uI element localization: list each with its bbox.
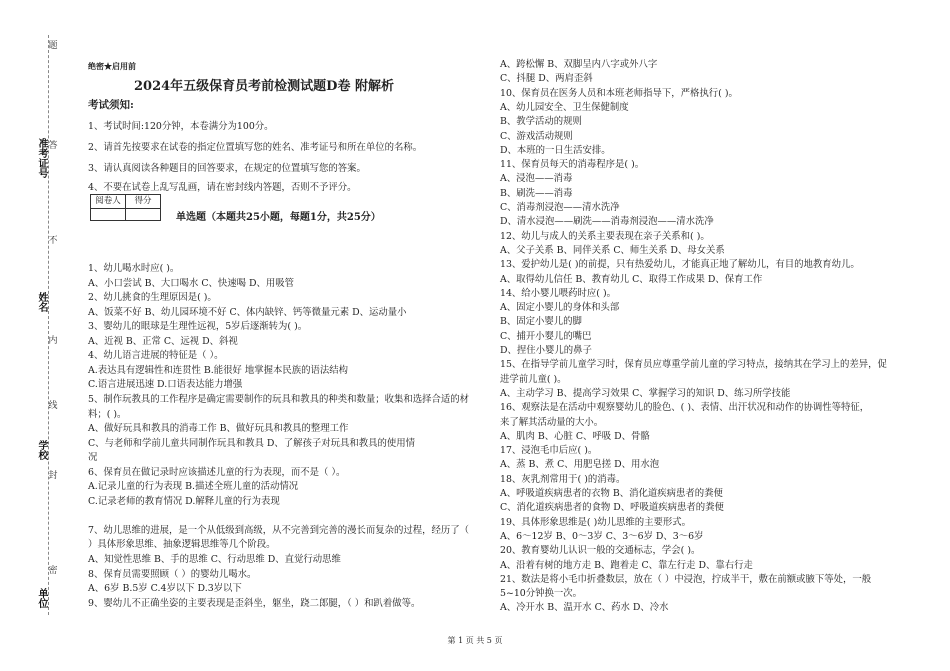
question-line: 12、幼儿与成人的关系主要表现在亲子关系和( )。 [500,230,710,242]
question-line: 5~10分钟换一次。 [500,588,582,600]
answer-option-line: C、捕开小婴儿的嘴巴 [500,330,592,342]
score-table [90,194,161,221]
answer-option-line: A、知觉性思维 B、手的思维 C、行动思维 D、直觉行动思维 [88,554,341,565]
answer-option-line: B、刷洗——消毒 [500,187,573,199]
answer-option-line: B、教学活动的规则 [500,116,582,128]
page-footer: 第 1 页 共 5 页 [447,636,503,645]
answer-option-line: C、游戏活动规则 [500,130,573,142]
question-line: 20、教育婴幼儿认识一般的交通标志，学会( )。 [500,545,701,557]
answer-option-line: B、固定小婴儿的脚 [500,316,582,328]
answer-option-line: A、取得幼儿信任 B、教育幼儿 C、取得工作成果 D、保育工作 [500,273,763,285]
seal-char: 线 [46,400,57,409]
secret-mark: 绝密★启用前 [88,61,136,71]
answer-option-line: D、本班的一日生活安排。 [500,144,611,156]
label-name: 姓名 [36,292,47,312]
question-line: 10、保育员在医务人员和本班老师指导下，严格执行( )。 [500,87,738,99]
answer-option-line: A、近视 B、正常 C、远视 D、斜视 [88,335,238,347]
notice-item: 3、请认真阅读各种题目的回答要求，在规定的位置填写您的答案。 [88,163,366,174]
answer-option-line: D、捏住小婴儿的鼻子 [500,345,592,356]
question-line: 7、幼儿思维的进展，是一个从低级到高级，从不完善到完善的漫长而复杂的过程，经历了（ [88,524,469,536]
question-line: 况 [88,452,98,464]
answer-option-line: A、6岁 B.5岁 C.4岁以下 D.3岁以下 [88,583,242,595]
question-line: 来了解其活动量的大小。 [500,416,604,428]
score-header: 得分 [126,195,161,209]
answer-option-line: D、清水浸泡——刷洗——消毒剂浸泡——清水洗净 [500,216,714,228]
section-heading: 单选题（本题共25小题，每题1分，共25分） [176,212,381,223]
answer-option-line: A.表达具有逻辑性和连贯性 B.能很好 地掌握本民族的语法结构 [88,364,348,376]
answer-option-line: A、父子关系 B、同伴关系 C、师生关系 D、母女关系 [500,244,725,256]
question-line: 16、观察法是在活动中观察婴幼儿的脸色、( )、表情、出汗状况和动作的协调性等特征， [500,402,870,414]
page-title: 2024年五级保育员考前检测试题D卷 附解析 [134,79,394,94]
answer-option-line: A、饭菜不好 B、幼儿园环境不好 C、体内缺锌、钙等微量元素 D、运动量小 [88,306,407,318]
question-line: 17、浸泡毛巾后应( )。 [500,445,598,457]
answer-option-line: A、浸泡——消毒 [500,173,573,185]
question-line: 6、保育员在做记录时应该描述儿童的行为表现，而不是（ ）。 [88,466,346,478]
label-exam-number: 准考证号 [36,138,47,178]
answer-option-line: C、消化道疾病患者的食物 D、呼吸道疾病患者的粪便 [500,502,724,514]
answer-option-line: A、小口尝试 B、大口喝水 C、快速喝 D、用吸管 [88,277,295,289]
answer-option-line: A、沿着有树的地方走 B、跑着走 C、靠左行走 D、靠右行走 [500,559,753,571]
answer-option-line: A.记录儿童的行为表现 B.描述全班儿童的活动情况 [88,481,299,493]
answer-option-line: A、做好玩具和教具的消毒工作 B、做好玩具和教具的整理工作 [88,423,349,435]
question-line: 2、幼儿挑食的生理原因是( )。 [88,292,217,304]
answer-option-line: A、幼儿园安全、卫生保健制度 [500,101,629,113]
question-line: 料；( )。 [88,408,127,420]
notice-heading: 考试须知: [88,99,134,111]
notice-item: 2、请首先按要求在试卷的指定位置填写您的姓名、准考证号和所在单位的名称。 [88,142,423,153]
answer-option-line: C、抖腿 D、两肩歪斜 [500,73,593,85]
seal-char: 内 [46,335,57,344]
question-line: 13、爱护幼儿是( )的前提，只有热爱幼儿，才能真正地了解幼儿，有目的地教育幼儿。 [500,259,860,271]
question-line: 14、给小婴儿喂药时应( )。 [500,287,616,299]
question-line: 11、保育员每天的消毒程序是( )。 [500,159,645,171]
question-line: 进学前儿童( )。 [500,373,567,385]
seal-line [48,35,49,615]
reviewer-cell [91,208,126,220]
answer-option-line: A、蒸 B、煮 C、用肥皂搓 D、用水泡 [500,459,660,471]
answer-option-line: C、消毒剂浸泡——清水洗净 [500,202,620,213]
question-line: 3、婴幼儿的眼球是生理性远视，5岁后逐渐转为( )。 [88,321,308,333]
answer-option-line: A、6～12岁 B、0～3岁 C、3～6岁 D、3～6岁 [500,530,704,542]
binding-margin [0,0,70,671]
question-line: 21、数法是将小毛巾折叠数层，放在（ ）中浸泡，拧成半干，敷在前额或腋下等处，一般 [500,573,872,585]
seal-char: 密 [46,565,57,574]
question-line: 18、灰乳剂常用于( )的消毒。 [500,473,626,485]
seal-char: 题 [46,40,57,49]
label-school: 学校 [36,440,47,460]
answer-option-line: A、固定小婴儿的身体和头部 [500,302,620,314]
question-line: 19、具体形象思维是( )幼儿思维的主要形式。 [500,516,691,528]
answer-option-line: C、与老师和学前儿童共同制作玩具和教具 D、了解孩子对玩具和教具的使用情 [88,437,416,449]
notice-item: 4、不要在试卷上乱写乱画，请在密封线内答题，否则不予评分。 [88,182,357,193]
reviewer-header: 阅卷人 [91,195,126,209]
answer-option-line: C.记录老师的教育情况 D.解释儿童的行为表现 [88,495,280,507]
seal-char: 封 [46,470,57,479]
question-line: 8、保育员需要照顾（ ）的婴幼儿喝水。 [88,568,257,580]
label-unit: 单位 [36,588,47,608]
question-line: 15、在指导学前儿童学习时，保育员应尊重学前儿童的学习特点，接纳其在学习上的差异，促 [500,359,887,371]
answer-option-line: A、主动学习 B、提高学习效果 C、掌握学习的知识 D、练习所学技能 [500,387,791,399]
question-line: 5、制作玩教具的工作程序是确定需要制作的玩具和教具的种类和数量；收集和选择合适的材 [88,393,469,405]
answer-option-line: C.语言进展迅速 D.口语表达能力增强 [88,379,243,391]
answer-option-line: A、冷开水 B、温开水 C、药水 D、冷水 [500,602,669,614]
question-line: 4、幼儿语言进展的特征是（ ）。 [88,350,224,362]
answer-option-line: A、呼吸道疾病患者的衣物 B、消化道疾病患者的粪便 [500,488,723,499]
notice-item: 1、考试时间:120分钟，本卷满分为100分。 [88,121,274,132]
seal-char: 答 [46,140,57,149]
seal-char: 不 [46,235,57,244]
question-line: ）具体形象思维、抽象逻辑思维等几个阶段。 [88,539,276,551]
question-line: 9、婴幼儿不正确坐姿的主要表现是歪斜坐，躯坐，跷二郎腿，（ ）和趴着做等。 [88,597,421,609]
answer-option-line: A、肌肉 B、心脏 C、呼吸 D、骨骼 [500,430,650,442]
question-line: 1、幼儿喝水时应( )。 [88,263,180,274]
score-cell [126,208,161,220]
answer-option-line: A、跨松懈 B、双脚呈内八字或外八字 [500,59,658,70]
